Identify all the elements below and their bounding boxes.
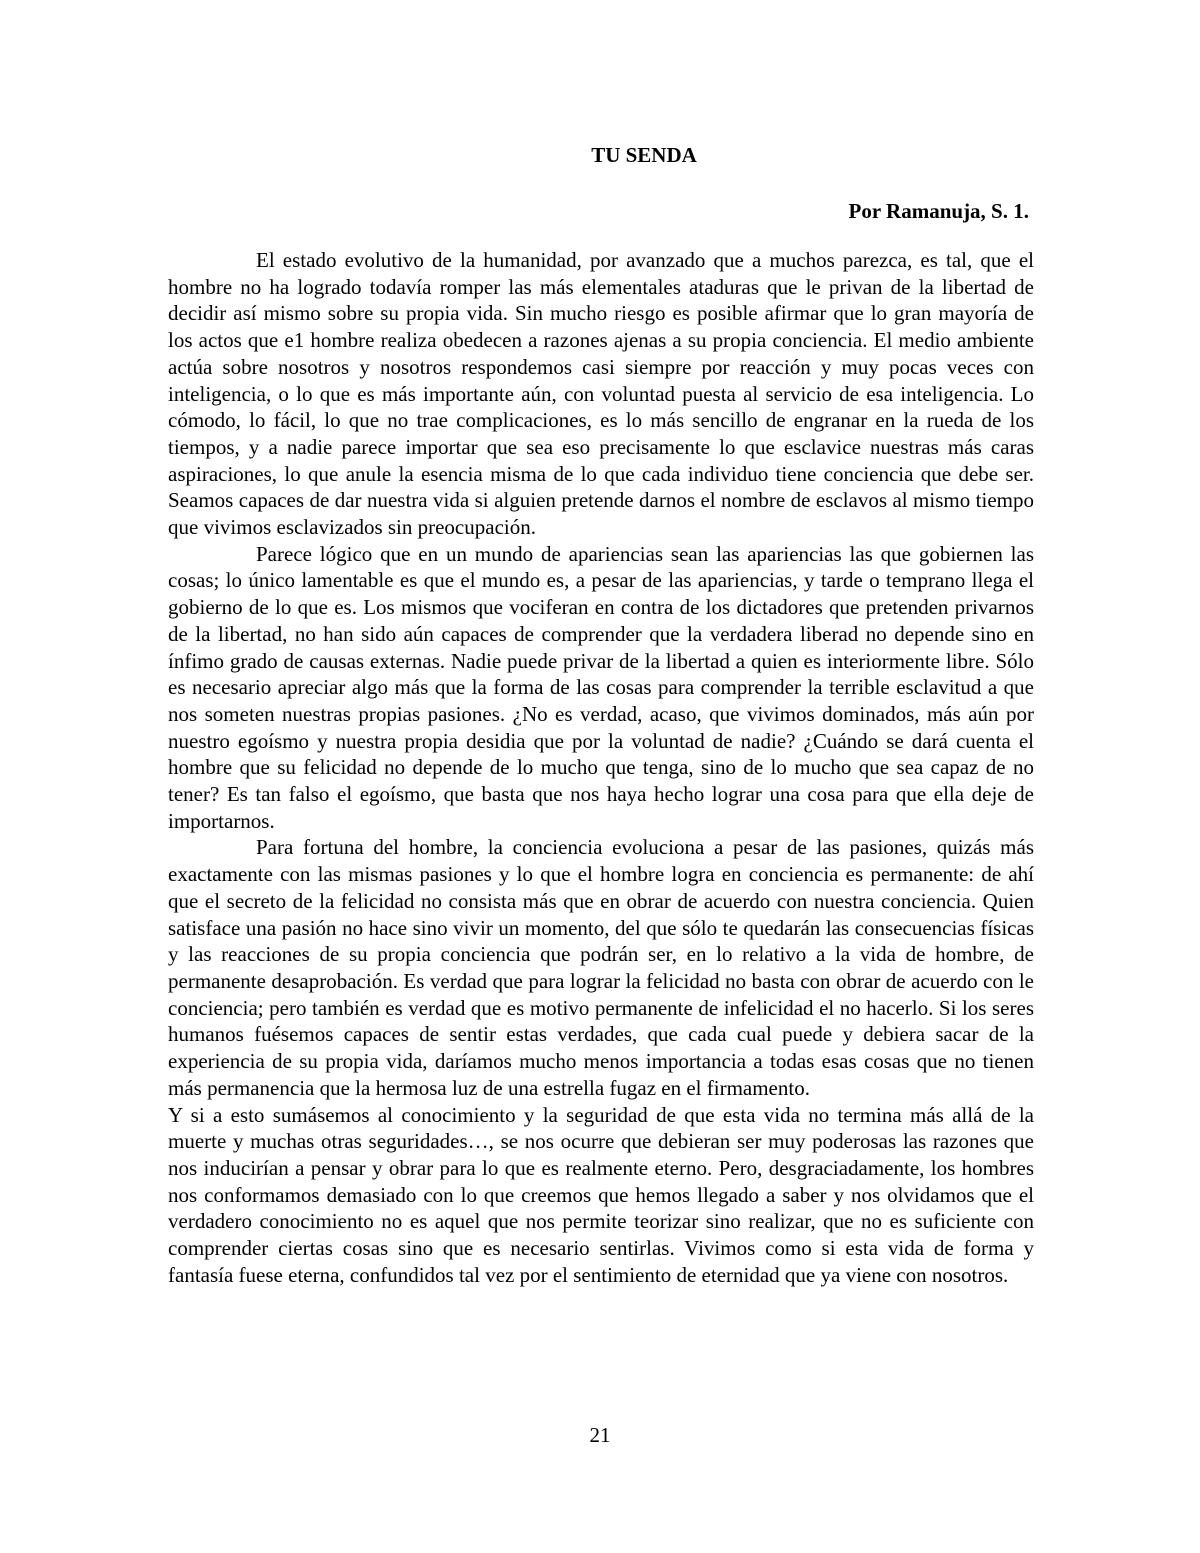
paragraph-1: El estado evolutivo de la humanidad, por avanzado que a muchos parezca, es tal, que el hombre no ha logrado todavía romper las más elementales ataduras que le privan de la libertad de decidir así mismo sobre su propia vida. Sin mucho riesgo es posible afirmar que lo gran mayoría de los actos que e1 hombre realiza obedecen a razones ajenas a su propia conciencia. El medio ambiente actúa sobre nosotros y nosotros respondemos casi siempre por reacción y muy pocas veces con inteligencia, o lo que es más importante aún, con voluntad puesta al servicio de esa inteligencia. Lo cómodo, lo fácil, lo que no trae complicaciones, es lo más sencillo de engranar en la rueda de los tiempos, y a nadie parece importar que sea eso precisamente lo que esclavice nuestras más caras aspiraciones, lo que anule la esencia misma de lo que cada individuo tiene conciencia que debe ser. Seamos capaces de dar nuestra vida si alguien pretende darnos el nombre de esclavos al mismo tiempo que vivimos esclavizados sin preocupación. [168,248,1034,540]
paragraph-2: Parece lógico que en un mundo de apariencias sean las apariencias las que gobiernen las cosas; lo único lamentable es que el mundo es, a pesar de las apariencias, y tarde o temprano llega el gobierno de lo que es. Los mismos que vociferan en contra de los dictadores que pretenden privarnos de la libertad, no han sido aún capaces de comprender que la verdadera liberad no depende sino en ínfimo grado de causas externas. Nadie puede privar de la libertad a quien es interiormente libre. Sólo es necesario apreciar algo más que la forma de las cosas para comprender la terrible esclavitud a que nos someten nuestras propias pasiones. ¿No es verdad, acaso, que vivimos dominados, más aún por nuestro egoísmo y nuestra propia desidia que por la voluntad de nadie? ¿Cuándo se dará cuenta el hombre que su felicidad no depende de lo mucho que tenga, sino de lo mucho que sea capaz de no tener? Es tan falso el egoísmo, que basta que nos haya hecho lograr una cosa para que ella deje de importarnos. [168,541,1034,833]
paragraph-3: Para fortuna del hombre, la conciencia evoluciona a pesar de las pasiones, quizás más exactamente con las mismas pasiones y lo que el hombre logra en conciencia es permanente: de ahí que el secreto de la felicidad no consista más que en obrar de acuerdo con nuestra conciencia. Quien satisface una pasión no hace sino vivir un momento, del que sólo te quedarán las consecuencias físicas y las reacciones de su propia conciencia que podrán ser, en lo relativo a la vida de hombre, de permanente desaprobación. Es verdad que para lograr la felicidad no basta con obrar de acuerdo con le conciencia; pero también es verdad que es motivo permanente de infelicidad el no hacerlo. Si los seres humanos fuésemos capaces de sentir estas verdades, que cada cual puede y debiera sacar de la experiencia de su propia vida, daríamos mucho menos importancia a todas esas cosas que no tienen más permanencia que la hermosa luz de una estrella fugaz en el firmamento. [168,835,1034,1100]
article-author: Por Ramanuja, S. 1. [848,199,1029,223]
page-number: 21 [589,1423,611,1447]
article-title: TU SENDA [591,143,697,167]
article-body [168,247,1034,1288]
paragraph-4: Y si a esto sumásemos al conocimiento y la seguridad de que esta vida no termina más allá de la muerte y muchas otras seguridades…, se nos ocurre que debieran ser muy poderosas las razones que nos inducirían a pensar y obrar para lo que es realmente eterno. Pero, desgraciadamente, los hombres nos conformamos demasiado con lo que creemos que hemos llegado a saber y nos olvidamos que el verdadero conocimiento no es aquel que nos permite teorizar sino realizar, que no es suficiente con comprender ciertas cosas sino que es necesario sentirlas. Vivimos como si esta vida de forma y fantasía fuese eterna, confundidos tal vez por el sentimiento de eternidad que ya viene con nosotros. [168,1102,1034,1287]
